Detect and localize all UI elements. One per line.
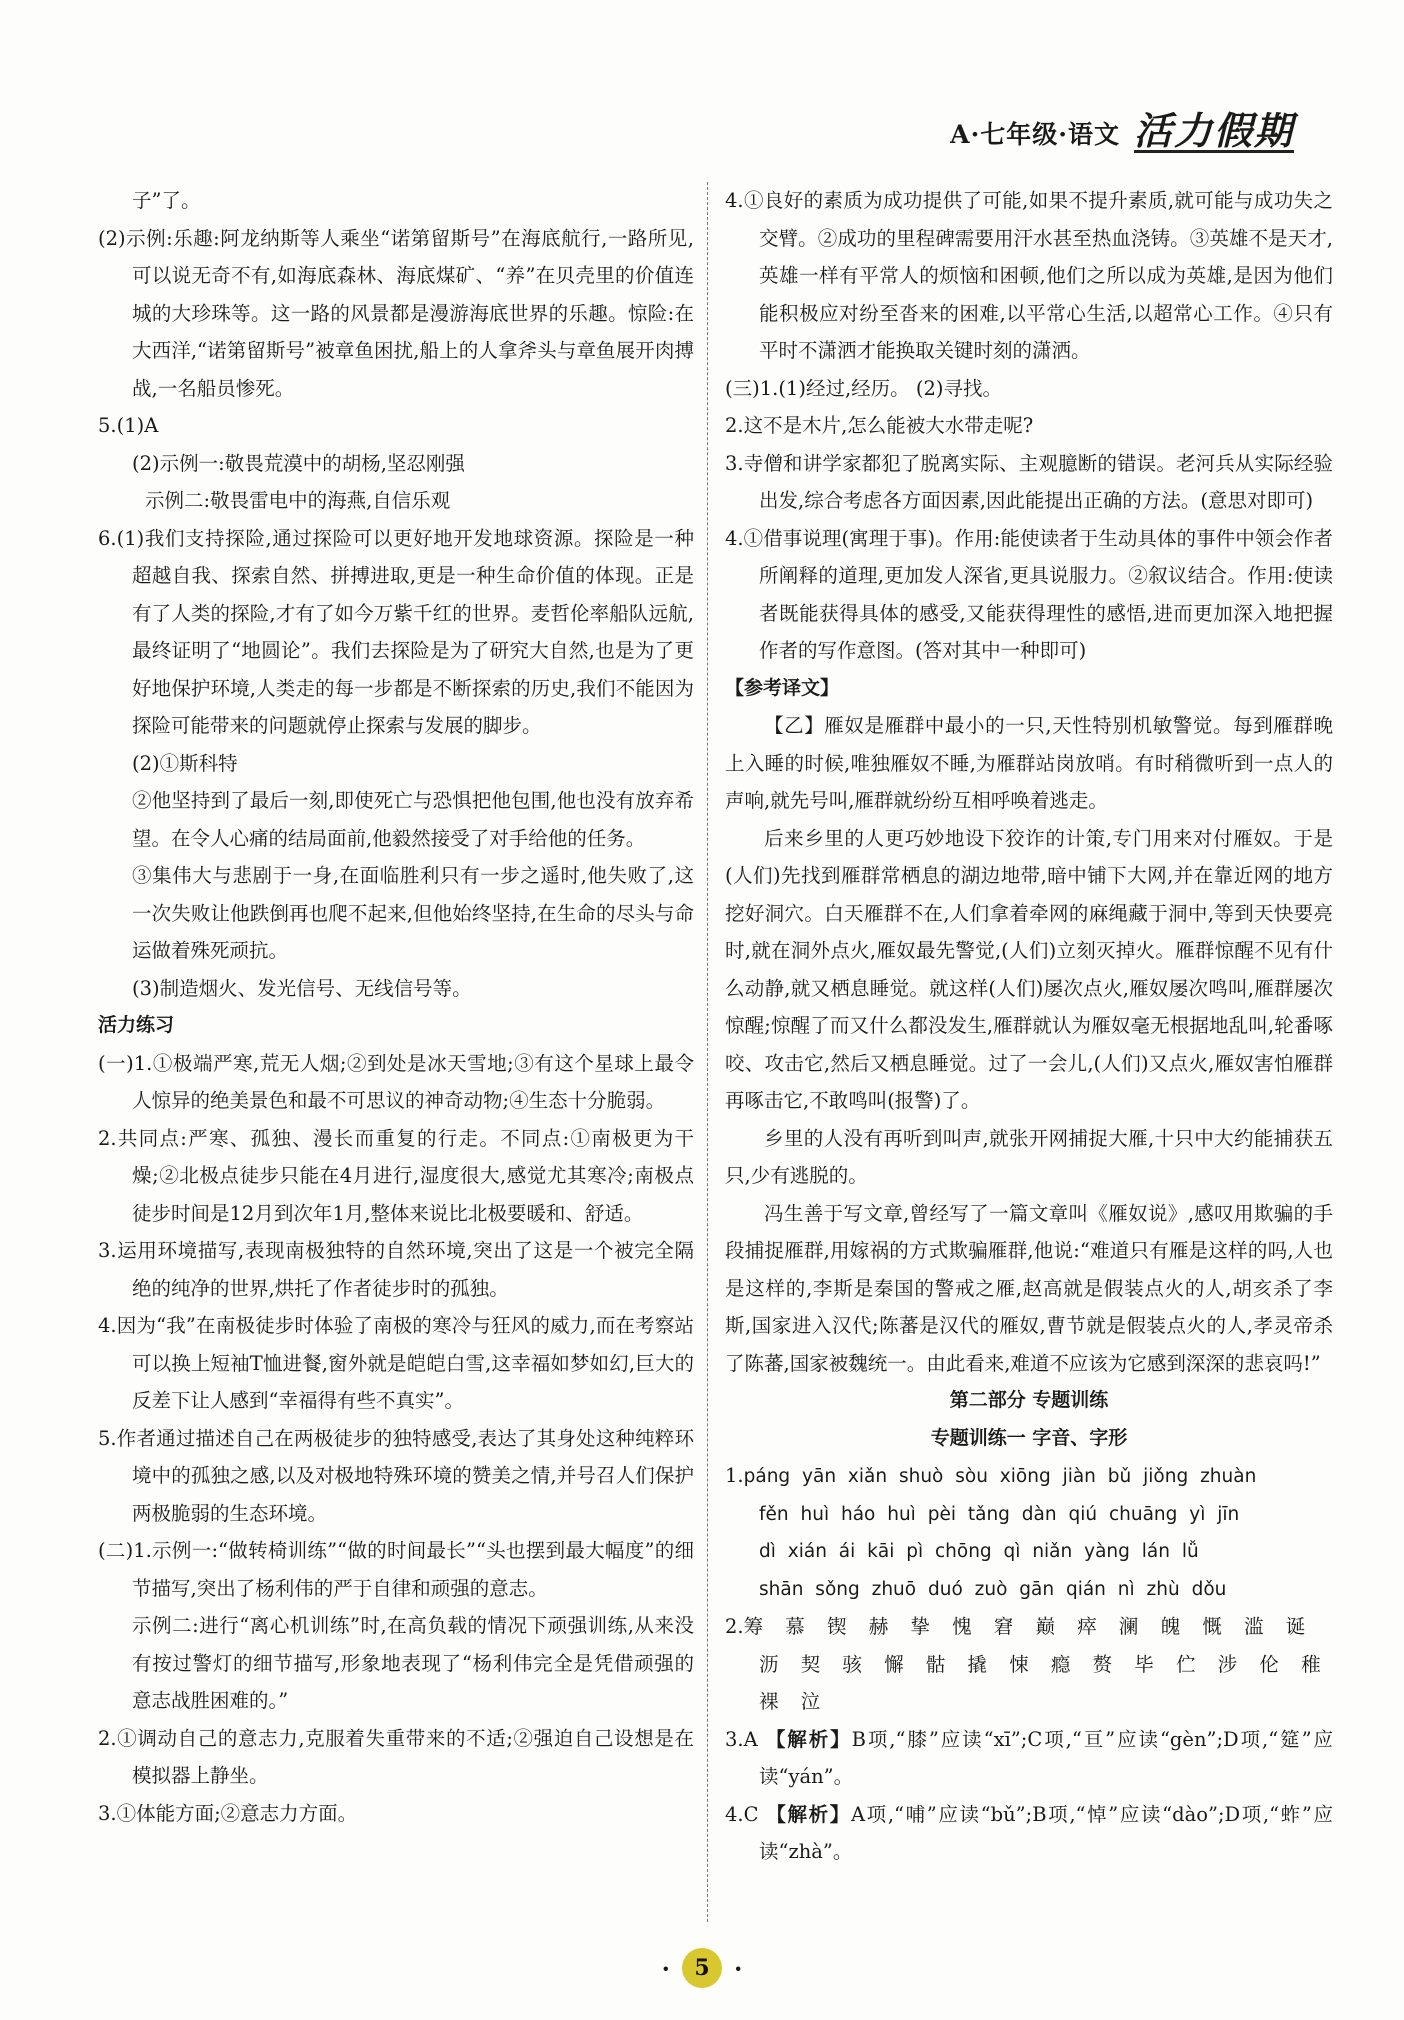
answer-text: (一)1.①极端严寒,荒无人烟;②到处是冰天雪地;③有这个星球上最令人惊异的绝美景色和最不可思议的神奇动物;④生态十分脆弱。 — [98, 1051, 694, 1112]
hanzi-row — [725, 1608, 1333, 1646]
decor-dot: · — [734, 1953, 743, 1983]
reference-translation-heading: 【参考译文】 — [725, 676, 840, 699]
pinyin-line: shān sǒng zhuō duó zuò gān qián nì zhù dǒu — [759, 1578, 1227, 1600]
answer-text: (2)①斯科特 — [132, 751, 238, 775]
answer-analysis — [725, 1721, 1333, 1796]
page-number-badge: 5 — [682, 1948, 722, 1988]
answer-analysis — [725, 1796, 1333, 1871]
answer-text: ③集伟大与悲剧于一身,在面临胜利只有一步之遥时,他失败了,这一次失败让他跌倒再也爬不起来,但他始终坚持,在生命的尽头与命运做着殊死顽抗。 — [132, 864, 694, 962]
hanzi-line: 裸 泣 — [759, 1690, 829, 1713]
answer-text: 3.①体能方面;②意志力方面。 — [98, 1801, 358, 1825]
hanzi-line: 沥 契 骇 懈 骷 撬 悚 瘾 赘 毕 伫 涉 伦 稚 — [759, 1652, 1329, 1676]
pinyin-row — [725, 1457, 1333, 1496]
analysis-tag: 【解析】 — [766, 1802, 851, 1826]
translation-text: 冯生善于写文章,曾经写了一篇文章叫《雁奴说》,感叹用欺骗的手段捕捉雁群,用嫁祸的方式欺骗雁群,他说:“难道只有雁是这样的吗,人也是这样的,李斯是秦国的警戒之雁,赵高就是假装点火的人,胡亥杀了李斯,国家进入汉代;陈蕃是汉代的雁奴,曹节就是假装点火的人,孝灵帝杀了陈蕃,国家被魏统一。由此看来,难道不应该为它感到深深的悲哀吗!” — [725, 1201, 1333, 1375]
answer-text: 2.①调动自己的意志力,克服着失重带来的不适;②强迫自己设想是在模拟器上静坐。 — [98, 1726, 694, 1787]
header-grade-subject: A·七年级·语文 — [950, 119, 1120, 149]
answer-text: (2)示例一:敬畏荒漠中的胡杨,坚忍刚强 — [132, 451, 465, 475]
topic-title: 专题训练一 字音、字形 — [930, 1426, 1128, 1449]
analysis-text: A项,“哺”应读“bǔ”;B项,“悼”应读“dào”;D项,“蚱”应读“zhà”。 — [759, 1802, 1333, 1863]
answer-text: (三)1.(1)经过,经历。 (2)寻找。 — [725, 376, 1002, 400]
section-heading: 活力练习 — [98, 1014, 175, 1036]
page-header — [950, 108, 1294, 153]
hanzi-line: 筹 慕 锲 赫 挚 愧 窘 巅 瘁 澜 魄 慨 滥 诞 — [743, 1615, 1314, 1638]
answer-text: 5.(1)A — [98, 414, 159, 437]
brand-logo: 活力假期 — [1133, 108, 1294, 153]
answer-text: 2.这不是木片,怎么能被大水带走呢? — [725, 414, 1034, 437]
translation-text: 后来乡里的人更巧妙地设下狡诈的计策,专门用来对付雁奴。于是(人们)先找到雁群常栖息的湖边地带,暗中铺下大网,并在靠近网的地方挖好洞穴。白天雁群不在,人们拿着牵网的麻绳藏于洞中,等到天快要亮时,就在洞外点火,雁奴最先警觉,(人们)立刻灭掉火。雁群惊醒不见有什么动静,就又栖息睡觉。就这样(人们)屡次点火,雁奴屡次鸣叫,雁群屡次惊醒;惊醒了而又什么都没发生,雁群就认为雁奴毫无根据地乱叫,轮番啄咬、攻击它,然后又栖息睡觉。过了一会儿,(人们)又点火,雁奴害怕雁群再啄击它,不敢鸣叫(报警)了。 — [725, 826, 1333, 1112]
answer-text: 6.(1)我们支持探险,通过探险可以更好地开发地球资源。探险是一种超越自我、探索自然、拼搏进取,更是一种生命价值的体现。正是有了人类的探险,才有了如今万紫千红的世界。麦哲伦率船队远航,最终证明了“地圆论”。我们去探险是为了研究大自然,也是为了更好地保护环境,人类走的每一步都是不断探索的历史,我们不能因为探险可能带来的问题就停止探索与发展的脚步。 — [98, 526, 694, 737]
answer-text: (二)1.示例一:“做转椅训练”“做的时间最长”“头也摆到最大幅度”的细节描写,突出了杨利伟的严于自律和顽强的意志。 — [98, 1539, 694, 1600]
analysis-tag: 【解析】 — [765, 1727, 852, 1751]
answer-choice: 4.C — [725, 1802, 759, 1826]
page-number — [0, 1948, 1404, 1988]
pinyin-line: páng yān xiǎn shuò sòu xiōng jiàn bǔ jiǒng zhuàn — [743, 1466, 1257, 1487]
answer-text: 4.①良好的素质为成功提供了可能,如果不提升素质,就可能与成功失之交臂。②成功的里程碑需要用汗水甚至热血浇铸。③英雄不是天才,英雄一样有平常人的烦恼和困顿,他们之所以成为英雄,是因为他们能积极应对纷至沓来的困难,以平常心生活,以超常心工作。④只有平时不潇洒才能换取关键时刻的潇洒。 — [725, 189, 1333, 362]
pinyin-line: dì xián ái kāi pì chōng qì niǎn yàng lán lǚ — [759, 1541, 1199, 1562]
decor-dot: · — [661, 1953, 670, 1983]
answer-text: 3.寺僧和讲学家都犯了脱离实际、主观臆断的错误。老河兵从实际经验出发,综合考虑各方面因素,因此能提出正确的方法。(意思对即可) — [725, 451, 1333, 512]
pinyin-line: fěn huì háo huì pèi tǎng dàn qiú chuāng yì jīn — [759, 1503, 1240, 1525]
question-number: 2. — [725, 1615, 744, 1638]
right-column — [725, 182, 1333, 1871]
answer-choice: 3.A — [725, 1727, 758, 1751]
answer-text: 子”了。 — [132, 189, 201, 212]
translation-text: 【乙】雁奴是雁群中最小的一只,天性特别机敏警觉。每到雁群晚上入睡的时候,唯独雁奴不睡,为雁群站岗放哨。有时稍微听到一点人的声响,就先号叫,雁群就纷纷互相呼唤着逃走。 — [725, 714, 1333, 812]
analysis-text: B项,“膝”应读“xī”;C项,“亘”应读“gèn”;D项,“筵”应读“yán”。 — [759, 1727, 1333, 1788]
translation-text: 乡里的人没有再听到叫声,就张开网捕捉大雁,十只中大约能捕获五只,少有逃脱的。 — [725, 1126, 1333, 1187]
answer-text: 4.因为“我”在南极徒步时体验了南极的寒冷与狂风的威力,而在考察站可以换上短袖T恤进餐,窗外就是皑皑白雪,这幸福如梦如幻,巨大的反差下让人感到“幸福得有些不真实”。 — [98, 1314, 694, 1412]
answer-text: 5.作者通过描述自己在两极徒步的独特感受,表达了其身处这种纯粹环境中的孤独之感,以及对极地特殊环境的赞美之情,并号召人们保护两极脆弱的生态环境。 — [98, 1426, 694, 1525]
answer-text: 2.共同点:严寒、孤独、漫长而重复的行走。不同点:①南极更为干燥;②北极点徒步只能在4月进行,湿度很大,感觉尤其寒冷;南极点徒步时间是12月到次年1月,整体来说比北极要暖和、舒适。 — [98, 1126, 694, 1225]
question-number: 1. — [725, 1464, 744, 1487]
answer-text: (3)制造烟火、发光信号、无线信号等。 — [132, 976, 472, 1000]
left-column — [98, 182, 694, 1832]
answer-text: 示例二:进行“离心机训练”时,在高负载的情况下顽强训练,从来没有按过警灯的细节描写,形象地表现了“杨利伟完全是凭借顽强的意志战胜困难的。” — [132, 1614, 694, 1712]
column-divider — [707, 182, 708, 1922]
answer-text: 示例二:敬畏雷电中的海燕,自信乐观 — [145, 489, 451, 512]
answer-text: (2)示例:乐趣:阿龙纳斯等人乘坐“诺第留斯号”在海底航行,一路所见,可以说无奇不有,如海底森林、海底煤矿、“养”在贝壳里的价值连城的大珍珠等。这一路的风景都是漫游海底世界的乐趣。惊险:在大西洋,“诺第留斯号”被章鱼困扰,船上的人拿斧头与章鱼展开肉搏战,一名船员惨死。 — [98, 226, 694, 400]
answer-text: ②他坚持到了最后一刻,即使死亡与恐惧把他包围,他也没有放弃希望。在令人心痛的结局面前,他毅然接受了对手给他的任务。 — [132, 789, 694, 850]
part-title: 第二部分 专题训练 — [949, 1389, 1109, 1411]
answer-text: 4.①借事说理(寓理于事)。作用:能使读者于生动具体的事件中领会作者所阐释的道理,更加发人深省,更具说服力。②叙议结合。作用:使读者既能获得具体的感受,又能获得理性的感悟,进而更加深入地把握作者的写作意图。(答对其中一种即可) — [725, 526, 1333, 662]
answer-text: 3.运用环境描写,表现南极独特的自然环境,突出了这是一个被完全隔绝的纯净的世界,烘托了作者徒步时的孤独。 — [98, 1239, 694, 1300]
